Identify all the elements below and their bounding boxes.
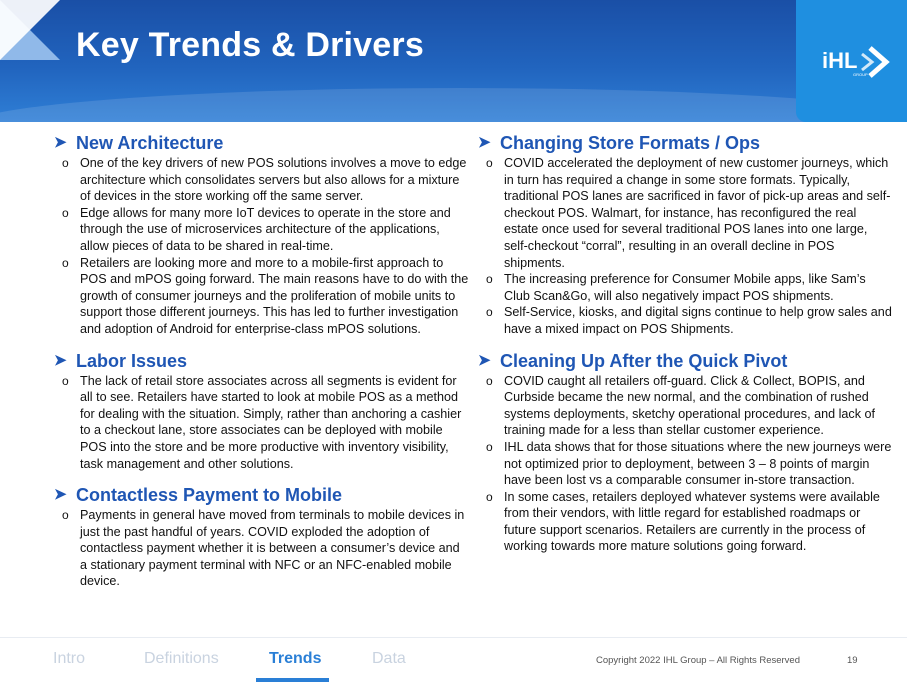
circle-bullet-icon: o xyxy=(62,205,69,220)
list-item xyxy=(478,271,894,304)
nav-tab-intro[interactable]: Intro xyxy=(53,650,86,667)
nav-tab-data[interactable]: Data xyxy=(372,650,406,667)
section-heading-text: Cleaning Up After the Quick Pivot xyxy=(500,350,788,371)
section-heading-text: Labor Issues xyxy=(76,350,188,371)
list-item xyxy=(478,439,894,489)
left-column xyxy=(54,132,470,602)
list-item xyxy=(54,155,470,205)
list-item-text: The lack of retail store associates across all segments is evident for all to see. Retailers have started to look at mobile POS as a method for dealing with the situation. Simply, rather than anchoring a cashier to a checkout lane, store associates can be deployed with mobile POS into the store and be more productive with inventory visibility, task management and other solutions. xyxy=(80,373,462,471)
circle-bullet-icon: o xyxy=(486,489,493,504)
bullet-list xyxy=(54,155,470,338)
list-item-text: Self-Service, kiosks, and digital signs continue to help grow sales and have a mixed impact on POS Shipments. xyxy=(504,305,892,336)
list-item-text: IHL data shows that for those situations where the new journeys were not optimized prior to deployment, between 3 – 8 points of margin have been lost vs a comparable consumer in-store transaction. xyxy=(504,439,892,488)
header-corner-fold xyxy=(0,0,60,60)
logo-text: iHL xyxy=(822,48,858,73)
circle-bullet-icon: o xyxy=(62,373,69,388)
right-column xyxy=(478,132,894,567)
list-item-text: Payments in general have moved from terminals to mobile devices in just the past handful of years. COVID exploded the adoption of contactless payment whether it is between a consumer’s device and a stationary payment terminal with NFC or an NFC-enabled mobile device. xyxy=(80,508,465,589)
bullet-list xyxy=(478,373,894,556)
bullet-list xyxy=(54,373,470,473)
section-heading xyxy=(54,132,470,154)
slide-title: Key Trends & Drivers xyxy=(76,26,424,64)
section-heading xyxy=(54,350,470,372)
section-heading-text: New Architecture xyxy=(76,133,224,153)
arrow-bullet-icon: ➤ xyxy=(54,134,67,151)
list-item xyxy=(54,205,470,255)
section xyxy=(478,350,894,556)
section-heading-text: Contactless Payment to Mobile xyxy=(76,485,343,506)
circle-bullet-icon: o xyxy=(486,439,493,454)
section-heading xyxy=(478,350,894,372)
arrow-bullet-icon: ➤ xyxy=(478,134,491,151)
circle-bullet-icon: o xyxy=(62,156,69,170)
list-item-text: COVID caught all retailers off-guard. Click & Collect, BOPIS, and Curbside became the new normal, and the combination of rushed systems deployments, sketchy operational procedures, and lack of training made for a less than stellar customer experience. xyxy=(504,373,876,438)
nav-tab-trends[interactable]: Trends xyxy=(269,650,322,667)
section xyxy=(54,132,470,338)
bullet-list xyxy=(54,507,470,590)
list-item xyxy=(478,155,894,271)
list-item-text: COVID accelerated the deployment of new customer journeys, which in turn has required a change in some store formats. Typically, traditional POS lanes are sacrificed in favor of pick-up areas and self-checkout POS. Walmart, for instance, has reconfigured the real estate once used for several traditional POS lanes into one large, self-checkout “corral”, resulting in an overall decline in POS shipments. xyxy=(504,156,891,270)
copyright-text: Copyright 2022 IHL Group – All Rights Reserved xyxy=(596,655,801,666)
list-item xyxy=(54,255,470,338)
active-tab-indicator xyxy=(256,678,329,682)
section-heading xyxy=(478,132,894,154)
list-item xyxy=(54,373,470,473)
circle-bullet-icon: o xyxy=(486,156,493,170)
circle-bullet-icon: o xyxy=(486,373,493,388)
slide-header xyxy=(0,0,907,122)
logo-subtext: GROUP xyxy=(853,72,868,77)
list-item-text: The increasing preference for Consumer Mobile apps, like Sam’s Club Scan&Go, will also negatively impact POS shipments. xyxy=(504,272,866,303)
section xyxy=(54,484,470,590)
nav-tab-definitions[interactable]: Definitions xyxy=(144,650,219,667)
list-item-text: One of the key drivers of new POS solutions involves a move to edge architecture which consolidates servers but also allows for a mixture of devices in the store working off the same server. xyxy=(80,156,467,204)
circle-bullet-icon: o xyxy=(486,305,493,320)
arrow-bullet-icon: ➤ xyxy=(54,351,67,369)
circle-bullet-icon: o xyxy=(62,255,69,270)
section-heading-text: Changing Store Formats / Ops xyxy=(500,133,761,153)
header-wave-decoration xyxy=(0,88,907,122)
section xyxy=(478,132,894,338)
arrow-bullet-icon: ➤ xyxy=(54,486,67,504)
bullet-list xyxy=(478,155,894,338)
ihl-logo xyxy=(820,44,894,80)
list-item xyxy=(54,507,470,590)
circle-bullet-icon: o xyxy=(486,272,493,287)
section-heading xyxy=(54,484,470,506)
list-item xyxy=(478,373,894,439)
list-item xyxy=(478,489,894,555)
list-item xyxy=(478,304,894,337)
slide-content xyxy=(0,122,907,637)
list-item-text: Retailers are looking more and more to a mobile-first approach to POS and mPOS going forward. The main reasons have to do with the growth of consumer journeys and the proliferation of mobile units to support those different journeys. This has led to further investigation and adoption of Android for enterprise-class mPOS solutions. xyxy=(80,255,469,336)
list-item-text: Edge allows for many more IoT devices to operate in the store and through the use of microservices architecture of the applications, allow pieces of data to be shared in real-time. xyxy=(80,205,451,253)
circle-bullet-icon: o xyxy=(62,508,69,523)
list-item-text: In some cases, retailers deployed whatever systems were available from their vendors, with little regard for established roadmaps or future support scenarios. Retailers are currently in the process of working towards more mature solutions going forward. xyxy=(504,489,880,554)
arrow-bullet-icon: ➤ xyxy=(478,351,491,369)
page-number: 19 xyxy=(847,655,858,666)
section xyxy=(54,350,470,473)
footer-bar xyxy=(0,637,907,682)
